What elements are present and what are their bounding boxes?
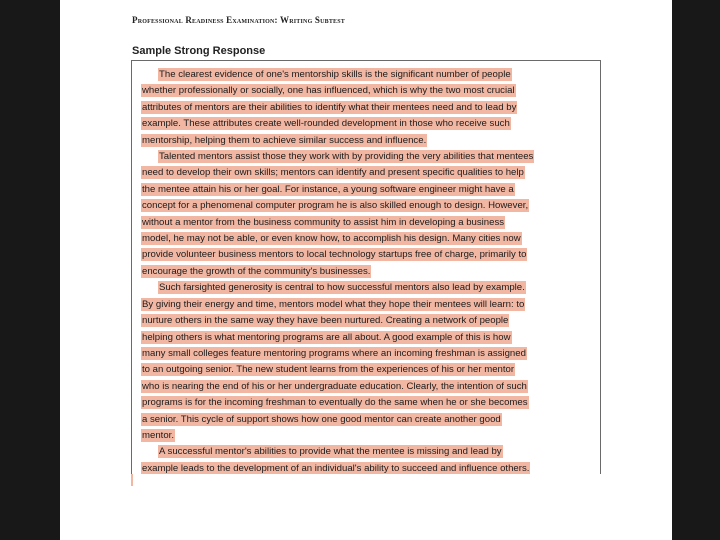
response-line: [141, 412, 596, 428]
response-line: [141, 428, 596, 444]
response-line: [141, 100, 596, 116]
highlighted-text: Such farsighted generosity is central to how successful mentors also lead by example.: [159, 282, 525, 294]
highlighted-text: mentor.: [142, 429, 174, 441]
highlighted-text: Talented mentors assist those they work with by providing the very abilities that mentees: [159, 151, 534, 163]
response-line: [141, 116, 596, 132]
highlighted-text: the mentee attain his or her goal. For instance, a young software engineer might have a: [142, 183, 514, 195]
highlighted-text: encourage the growth of the community's businesses.: [142, 265, 371, 277]
highlighted-text: nurture others in the same way they have been nurtured. Creating a network of people: [142, 315, 509, 327]
response-line: [141, 149, 596, 165]
highlighted-text: attributes of mentors are their abilities to identify what their mentees need and to lead by: [142, 101, 517, 113]
highlighted-text: many small colleges feature mentoring programs where an incoming freshman is assigned: [142, 347, 526, 359]
section-title: Sample Strong Response: [132, 45, 266, 57]
highlighted-text: programs is for the incoming freshman to eventually do the same when he or she becomes: [142, 397, 528, 409]
highlighted-text: mentorship, helping them to achieve similar success and influence.: [142, 134, 427, 146]
response-line: [141, 231, 596, 247]
page-header: Professional Readiness Examination: Writing Subtest: [132, 15, 345, 25]
highlighted-text: A successful mentor's abilities to provide what the mentee is missing and lead by: [159, 446, 502, 458]
highlighted-text: example leads to the development of an individual's ability to succeed and influence others.: [142, 462, 530, 474]
response-line: [141, 264, 596, 280]
highlighted-text: need to develop their own skills; mentors can identify and present specific qualities to help: [142, 167, 524, 179]
highlighted-text: without a mentor from the business community to assist him in developing a business: [142, 216, 505, 228]
response-line: [141, 313, 596, 329]
highlighted-text: provide volunteer business mentors to local technology startups free of charge, primarily to: [142, 249, 527, 261]
response-line: [141, 461, 596, 474]
response-line: [141, 133, 596, 149]
response-line: [141, 165, 596, 181]
highlighted-text: whether professionally or socially, one has influenced, which is why the two most crucial: [142, 85, 515, 97]
response-line: [141, 444, 596, 460]
highlighted-text: who is nearing the end of his or her undergraduate education. Clearly, the intention of such: [142, 380, 527, 392]
highlighted-text: example. These attributes create well-rounded development in those who receive such: [142, 118, 510, 130]
highlighted-text: to an outgoing senior. The new student learns from the experiences of his or her mentor: [142, 364, 515, 376]
highlighted-text: a senior. This cycle of support shows how one good mentor can create another good: [142, 413, 501, 425]
text-cursor-marker: [131, 474, 133, 486]
response-line: [141, 215, 596, 231]
response-text[interactable]: [141, 67, 596, 474]
document-page: [60, 0, 672, 540]
response-line: [141, 247, 596, 263]
response-line: [141, 280, 596, 296]
response-line: [141, 83, 596, 99]
response-line: [141, 362, 596, 378]
response-line: [141, 346, 596, 362]
response-line: [141, 379, 596, 395]
response-line: [141, 67, 596, 83]
response-line: [141, 198, 596, 214]
response-line: [141, 395, 596, 411]
highlighted-text: concept for a phenomenal computer program he is also skilled enough to design. However,: [142, 200, 529, 212]
response-box: [131, 60, 601, 474]
highlighted-text: model, he may not be able, or even know how, to accomplish his design. Many cities now: [142, 233, 521, 245]
response-line: [141, 182, 596, 198]
response-line: [141, 330, 596, 346]
response-line: [141, 297, 596, 313]
highlighted-text: helping others is what mentoring programs are all about. A good example of this is how: [142, 331, 511, 343]
highlighted-text: The clearest evidence of one's mentorship skills is the significant number of people: [159, 69, 511, 80]
highlighted-text: By giving their energy and time, mentors model what they hope their mentees will learn: to: [142, 298, 525, 310]
